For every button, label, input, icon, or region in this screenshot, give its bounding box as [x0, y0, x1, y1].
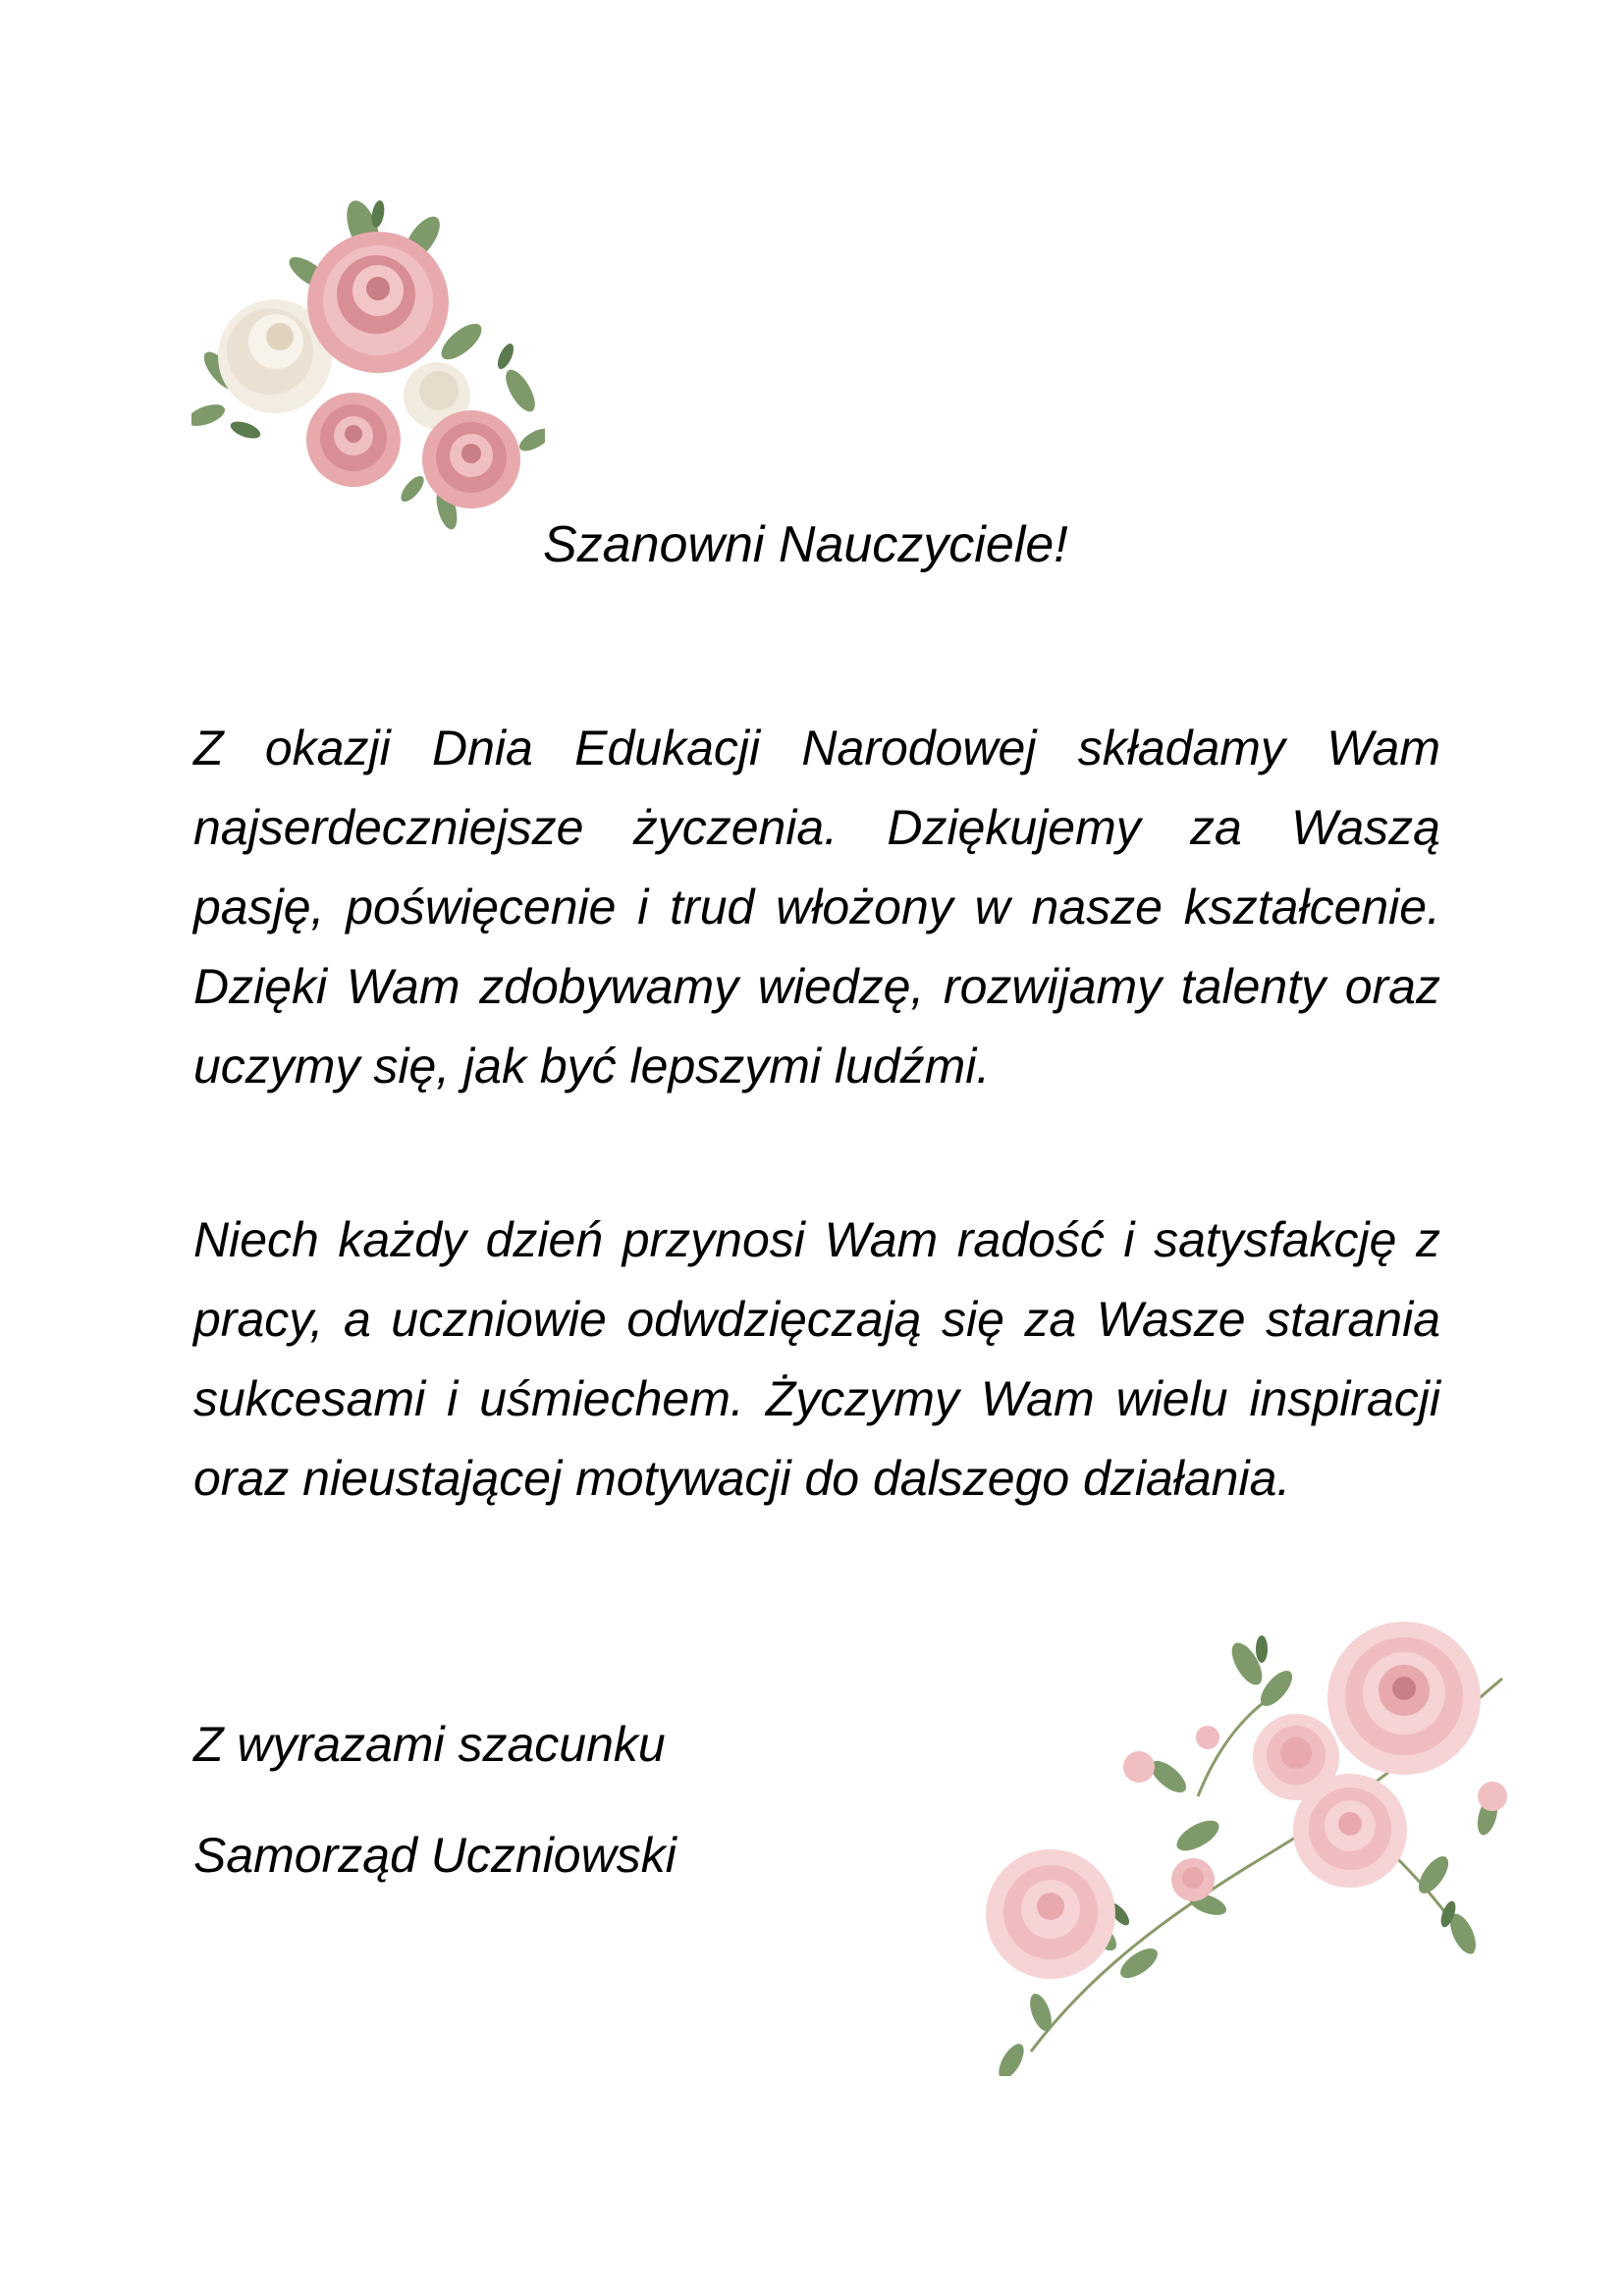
letter-paragraph-2: Niech każdy dzień przynosi Wam radość i satysfakcję z pracy, a uczniowie odwdzięczają się za Wasze starania sukcesami i uśmiechem. Życzymy Wam wielu inspiracji oraz nieustającej motywacji do dalszego działania.	[193, 1212, 1440, 1506]
letter-closing: Z wyrazami szacunku	[193, 1717, 666, 1772]
letter-salutation: Szanowni Nauczyciele!	[543, 516, 1068, 573]
letter-paragraph-1: Z okazji Dnia Edukacji Narodowej składamy Wam najserdeczniejsze życzenia. Dziękujemy za Waszą pasję, poświęcenie i trud włożony w nasze kształcenie. Dzięki Wam zdobywamy wiedzę, rozwijamy talenty oraz uczymy się, jak być lepszymi ludźmi.	[193, 721, 1440, 1094]
letter-signature: Samorząd Uczniowski	[193, 1828, 677, 1883]
rose-garland-image	[972, 1620, 1510, 2076]
peony-bouquet-image	[191, 194, 545, 569]
